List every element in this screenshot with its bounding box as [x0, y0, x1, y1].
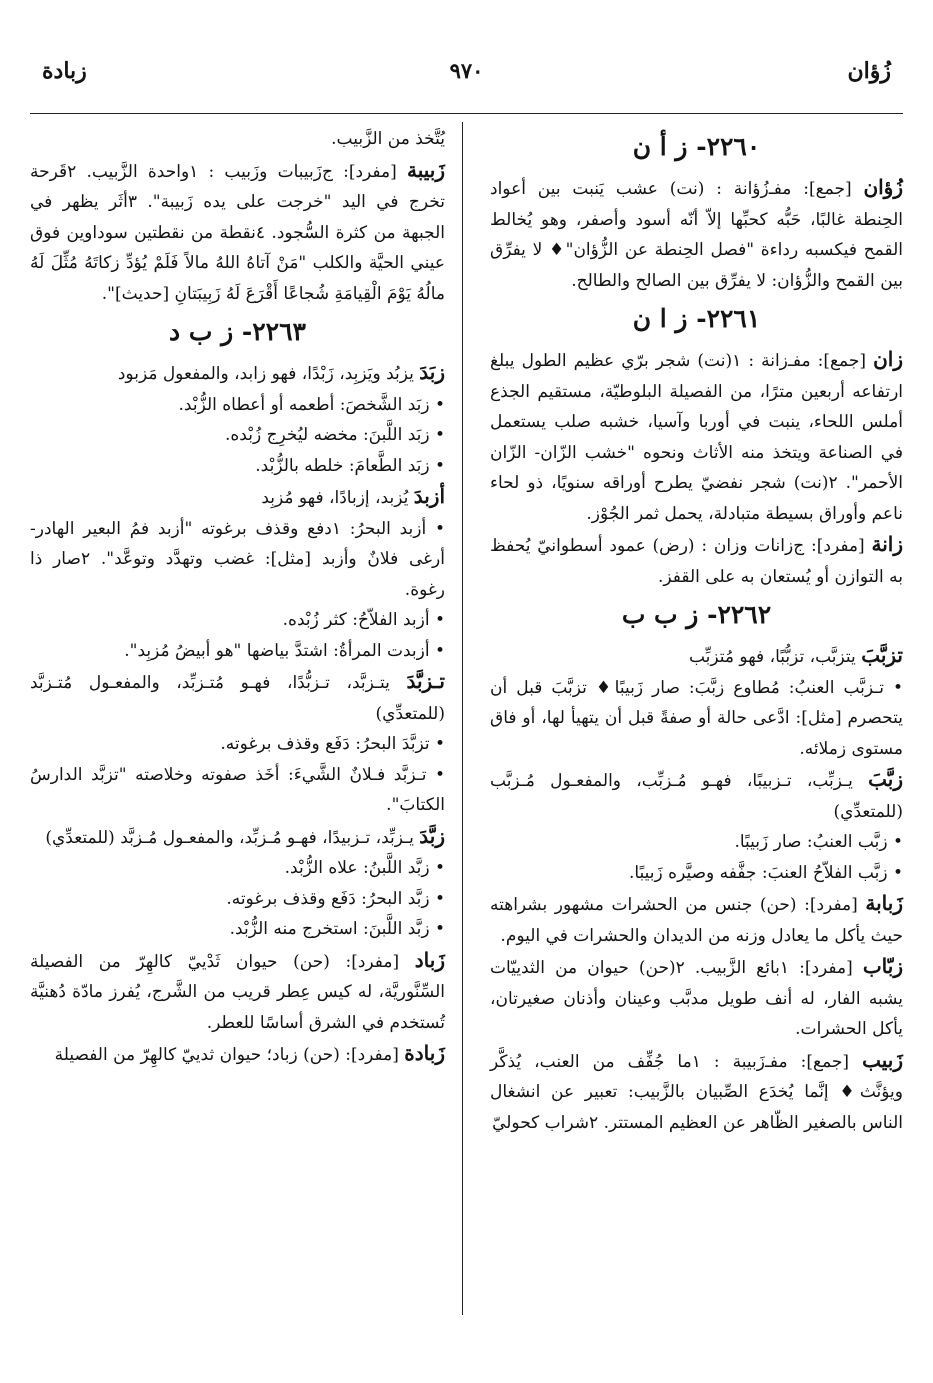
- sense-item: • زبَّد البحرُ: دَفَع وقذف برغوته.: [226, 888, 445, 909]
- root-section-heading: ٢٢٦١- ز ا ن: [632, 304, 761, 333]
- dictionary-entry: [30, 666, 445, 729]
- entry-headword: زانة: [871, 532, 903, 556]
- sense-item: • أزبد البحرُ: ١دفع وقذف برغوته "أزبد فمُ البعير الهادر- أرغى فلانٌ وأزبد [مثل]: غضب وتهدَّد وتوعَّد". ٢صار ذا رغوة.: [30, 518, 445, 600]
- header-right-headword: زُؤان: [847, 58, 891, 84]
- sense-item: • تزبَّدَ البحرُ: دَفَع وقذف برغوته.: [220, 734, 445, 754]
- entry-headword: زَبيبة: [406, 157, 445, 182]
- dictionary-entry: [490, 640, 903, 673]
- entry-definition: [مفرد]: ج‌زانات وزان : (رض) عمود أسطوانيّ يُحفظ به التوازن أو يُستعان به على القفز.: [490, 536, 903, 587]
- sense-item: • أزبدت المرأةُ: اشتدَّ بياضها "هو أبيضُ مُزبِد".: [124, 640, 445, 661]
- left-column: [30, 124, 445, 1071]
- entry-headword: زَباد: [414, 947, 445, 972]
- root-section-heading: ٢٢٦٣- ز ب د: [169, 317, 306, 346]
- dictionary-entry: [490, 172, 903, 296]
- entry-headword: زبّاب: [862, 954, 903, 978]
- entry-definition: [مفرد]: ج‌زَبيبات وزَبيب : ١واحدة الزَّبيب. ٢قَرحة تخرج في اليد "خرجت على يده زَبيبة". ٣أثَر يظهر في الجبهة من كثرة السُّجود. ٤نقطة من نقطتين سوداوين فوق عيني الحيَّة والكلب "مَنْ آتاهُ اللهُ مالاً فَلَمْ يُؤدِّ زكاتَهُ مُثِّلَ لَهُ مالُهُ يَوْمَ الْقِيامَةِ شُجاعًا أَقْرَعَ لَهُ زَبِيبَتانِ [حديث]".: [30, 161, 445, 304]
- sense-item: • زبَّد اللَّبنَ: استخرج منه الزُّبْد.: [229, 919, 445, 939]
- entry-headword: زان: [873, 347, 903, 371]
- sense-item: • زبَد اللَّبنَ: مخضه ليُخرِج زُبْده.: [225, 425, 445, 445]
- entry-definition: [مفرد]: (حن) حيوان ثَدْييّ كالهِرّ من الفصيلة السِّنَّوريَّة، له كيس عِطر قريب من الشَّرج، يُفرز مادّة دُهنيَّة تُستخدم في الشرق أساسًا للعطر.: [30, 951, 445, 1033]
- entry-headword: زبَدَ: [419, 360, 445, 384]
- entry-headword: أزبدَ: [413, 484, 445, 508]
- entry-definition: [مفرد]: ١بائع الزَّبيب. ٢(حن) حيوان من الثدييّات يشبه الفار، له أنف طويل مدبَّب وعينان وأذنان صغيرتان، يأكل الحشرات.: [490, 958, 903, 1039]
- entry-headword: زَبادة: [404, 1041, 445, 1065]
- entry-definition: يـزبِّب، تـزبيبًا، فهـو مُـزبِّب، والمفعـول مُـزبَّب (للمتعدِّي): [490, 771, 903, 822]
- page-header: [30, 58, 903, 98]
- right-column: [490, 124, 903, 1138]
- dictionary-entry: [490, 888, 903, 951]
- dictionary-entry: [490, 529, 903, 592]
- dictionary-entry: [30, 821, 445, 854]
- entry-definition: يـزبِّد، تـزبيدًا، فهـو مُـزبِّد، والمفعـول مُـزبَّد (للمتعدِّي): [45, 827, 420, 848]
- column-divider: [462, 122, 463, 1315]
- dictionary-entry: [490, 344, 903, 529]
- entry-headword: تزبَّبَ: [861, 643, 903, 667]
- entry-headword: زَبيب: [862, 1047, 903, 1072]
- dictionary-entry: [490, 764, 903, 827]
- dictionary-entry: [490, 1045, 903, 1139]
- entry-definition: يتـزبَّد، تـزبُّدًا، فهـو مُتـزبِّد، والمفعـول مُتـزبَّد (للمتعدِّي): [30, 673, 445, 724]
- continuation-text: يُتَّخذ من الزَّبيب.: [331, 129, 445, 149]
- entry-definition: يتزبَّب، تزبُّبًا، فهو مُتزبِّب: [688, 647, 862, 667]
- sense-item: • زبَد الطَّعامَ: خلطه بالزُّبْد.: [255, 455, 445, 476]
- entry-definition: يزبُد ويَزبِد، زَبْدًا، فهو زابد، والمفعول مَزبود: [117, 364, 420, 384]
- entry-definition: [جمع]: مفـ‌زانة : ١(نت) شجر برّي عظيم الطول يبلغ ارتفاعه أربعين مترًا، من الفصيلة البلوطيّة، مستقيم الجذع أملس اللحاء، ينبت في أوربا وآسيا، خشبه صلب يستعمل في الصناعة ويتخذ منه الأثاث ونحوه "خشب الزّان- الزّان الأحمر". ٢(نت) شجر نفضيّ يطرح أوراقه سنويًا، ذو لحاء ناعم وأوراق بسيطة متبادلة، يحمل ثمر الجُوْز.: [490, 351, 904, 524]
- entry-headword: زبَّدَ: [419, 823, 445, 848]
- entry-definition: [جمع]: مفـ‌زُؤانة : (نت) عشب يَنبت بين أعواد الحِنطة غالبًا، حَبُّه كحبِّها إلاّ أنّه أسود وأصفر، وهو يُخالط القمح فيكسبه رداءة "فصل الحِنطة عن الزُّؤان"♦ لا يفرِّق بين القمح والزُّؤان: لا يفرِّق بين الصالح والطالح.: [490, 179, 903, 291]
- sense-item: • تـزبَّد فـلانٌ الشَّيءَ: أخَذ صفوته وخلاصته "تزبَّد الدارسُ الكتابَ".: [30, 764, 445, 815]
- root-section-heading: ٢٢٦٢- ز ب ب: [621, 600, 772, 629]
- entry-definition: [مفرد]: (حن) زباد؛ حيوان ثدييّ كالهِرّ من الفصيلة: [54, 1045, 405, 1065]
- entry-definition: [جمع]: مفـ‌زَبيبة : ١ما جُفِّف من العنب، يُذكَّر ويؤنَّث♦ إنَّما يُخدَع الصِّبيان بالزَّبيب: تعبير عن انشغال الناس بالصغير الظّاهر عن العظيم المستتر. ٢شراب كحوليّ: [490, 1051, 903, 1133]
- dictionary-entry: [490, 951, 903, 1045]
- sense-item: • زبَّد اللَّبنُ: علاه الزُّبْد.: [284, 858, 445, 878]
- entry-definition: [مفرد]: (حن) جنس من الحشرات مشهور بشراهته حيث يأكل ما يعادل وزنه من الديدان والحشرات في اليوم.: [490, 895, 903, 946]
- dictionary-entry: [30, 945, 445, 1039]
- entry-headword: زبَّبَ: [868, 767, 903, 791]
- header-left-headword: زبادة: [42, 58, 87, 84]
- page-number: ٩٧٠: [449, 58, 484, 83]
- sense-item: • أزبد الفلاّحُ: كثر زُبْده.: [282, 610, 445, 630]
- dictionary-entry: [30, 357, 445, 390]
- entry-headword: تـزبَّدَ: [406, 669, 445, 693]
- sense-item: • زبَّب العنبُ: صار زَبيبًا.: [734, 832, 903, 852]
- entry-definition: يُزبد، إزبادًا، فهو مُزبِد: [261, 488, 414, 508]
- sense-item: • زبَد الشَّخصَ: أطعمه أو أعطاه الزُّبْد.: [178, 394, 445, 415]
- dictionary-entry: [30, 481, 445, 514]
- entry-headword: زُؤان: [863, 175, 903, 199]
- entry-headword: زَبابة: [865, 891, 903, 915]
- dictionary-entry: [30, 1038, 445, 1071]
- sense-item: • زبَّب الفلاّحُ العنبَ: جفَّفه وصيَّره زَبيبًا.: [628, 862, 903, 883]
- root-section-heading: ٢٢٦٠- ز أ ن: [632, 132, 761, 161]
- sense-item: • تـزبَّب العنبُ: مُطاوع زبَّبَ: صار زَبيبًا♦ تزبَّبَ قبل أن يتحصرم [مثل]: ادَّعى حالة أو صفةً قبل أن يتهيأ لها، أو فاق مستوى زملائه.: [490, 677, 903, 759]
- header-rule: [30, 113, 903, 114]
- dictionary-entry: [30, 155, 445, 310]
